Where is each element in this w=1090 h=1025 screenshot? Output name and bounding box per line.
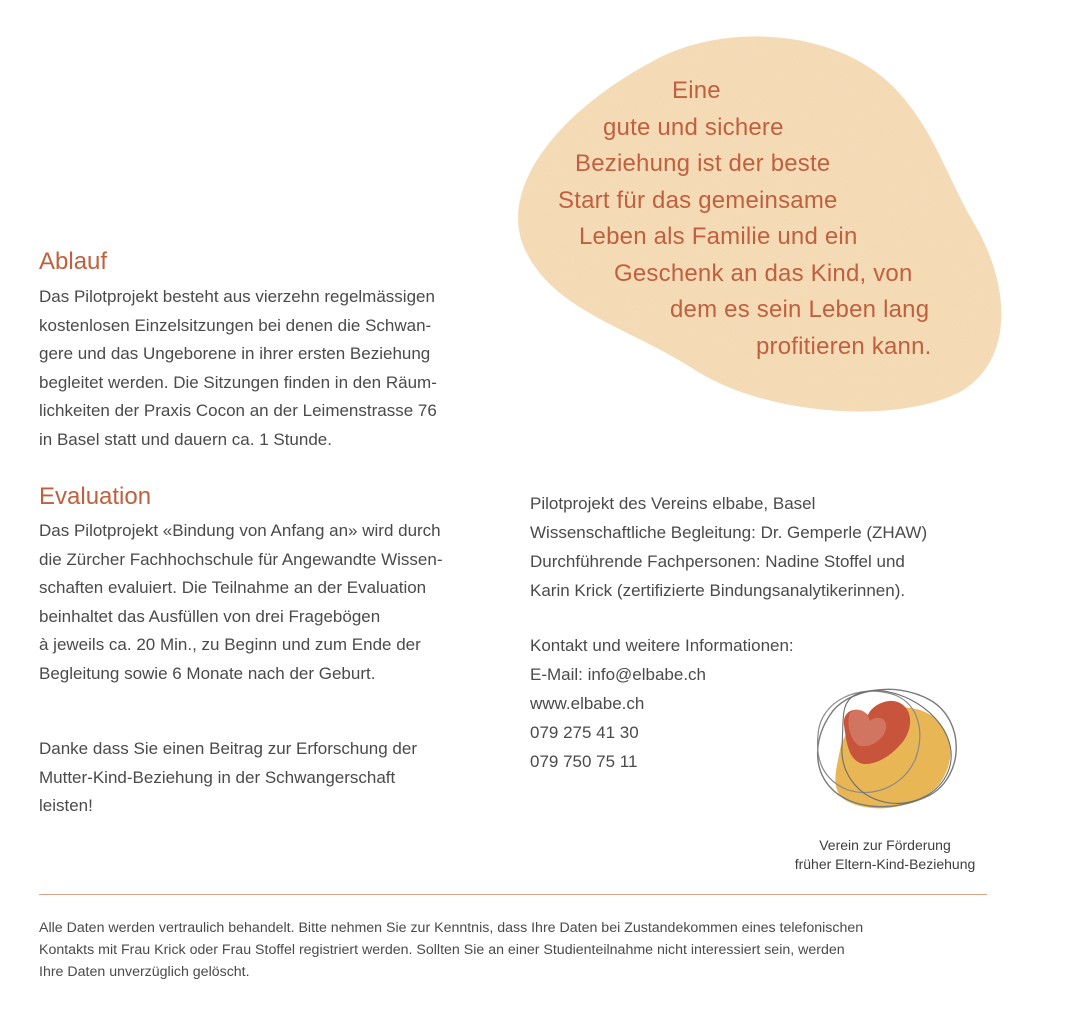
text-line: begleitet werden. Die Sitzungen finden in den Räum-: [39, 372, 437, 392]
text-line: leisten!: [39, 796, 93, 815]
text-line: à jeweils ca. 20 Min., zu Beginn und zum Ende der: [39, 635, 421, 654]
text-line: Karin Krick (zertifizierte Bindungsanalytikerinnen).: [530, 581, 906, 600]
text-line: schaften evaluiert. Die Teilnahme an der Evaluation: [39, 578, 427, 597]
text-line: gere und das Ungeborene in ihrer ersten Beziehung: [39, 344, 431, 363]
text-line: Pilotprojekt des Vereins elbabe, Basel: [530, 494, 816, 513]
text-line: die Zürcher Fachhochschule für Angewandte Wissen-: [39, 549, 443, 569]
text-line: früher Eltern-Kind-Beziehung: [794, 856, 976, 872]
heart-logo-icon: [800, 675, 970, 815]
text-line: Alle Daten werden vertraulich behandelt. Bitte nehmen Sie zur Kenntnis, dass Ihre Daten bei Zustandekommen eines telefonischen: [39, 920, 864, 936]
text-line: Verein zur Förderung: [819, 837, 951, 853]
contact-heading: Kontakt und weitere Informationen:: [530, 636, 794, 655]
contact-phone-2[interactable]: 079 750 75 11: [530, 752, 638, 771]
quote-line: Start für das gemeinsame: [558, 187, 838, 214]
thanks-paragraph: [39, 735, 417, 821]
quote-line: gute und sichere: [603, 114, 784, 141]
quote-line: profitieren kann.: [756, 333, 932, 360]
contact-info: [530, 631, 794, 776]
text-line: Wissenschaftliche Begleitung: Dr. Gemperle (ZHAW): [530, 523, 928, 542]
text-line: Das Pilotprojekt «Bindung von Anfang an» wird durch: [39, 521, 441, 540]
divider: [39, 894, 987, 895]
text-line: in Basel statt und dauern ca. 1 Stunde.: [39, 429, 332, 449]
text-line: Mutter-Kind-Beziehung in der Schwangerschaft: [39, 767, 396, 787]
logo-caption: [770, 836, 1000, 874]
text-line: Begleitung sowie 6 Monate nach der Geburt.: [39, 663, 376, 683]
quote-line: Geschenk an das Kind, von: [614, 260, 913, 287]
project-info: [530, 489, 927, 605]
text-line: kostenlosen Einzelsitzungen bei denen die Schwan-: [39, 315, 432, 335]
text-line: lichkeiten der Praxis Cocon an der Leimenstrasse 76: [39, 401, 437, 420]
quote-line: Beziehung ist der beste: [575, 150, 831, 177]
quote-line: Eine: [672, 77, 721, 104]
ablauf-paragraph: [39, 283, 437, 454]
contact-email[interactable]: E-Mail: info@elbabe.ch: [530, 665, 707, 684]
ablauf-heading: Ablauf: [39, 248, 108, 275]
footer-note: [39, 917, 863, 983]
contact-phone-1[interactable]: 079 275 41 30: [530, 723, 639, 742]
text-line: Durchführende Fachpersonen: Nadine Stoffel und: [530, 552, 905, 571]
text-line: Ihre Daten unverzüglich gelöscht.: [39, 964, 250, 980]
text-line: Das Pilotprojekt besteht aus vierzehn regelmässigen: [39, 287, 435, 306]
evaluation-paragraph: [39, 517, 442, 688]
contact-website[interactable]: www.elbabe.ch: [530, 694, 645, 713]
text-line: Kontakts mit Frau Krick oder Frau Stoffel registriert werden. Sollten Sie an einer Studienteilnahme nicht interessiert sein, werden: [39, 942, 845, 958]
quote-line: dem es sein Leben lang: [670, 296, 930, 323]
text-line: Danke dass Sie einen Beitrag zur Erforschung der: [39, 739, 417, 758]
evaluation-heading: Evaluation: [39, 483, 152, 510]
text-line: beinhaltet das Ausfüllen von drei Fragebögen: [39, 606, 381, 626]
quote-line: Leben als Familie und ein: [579, 223, 858, 250]
